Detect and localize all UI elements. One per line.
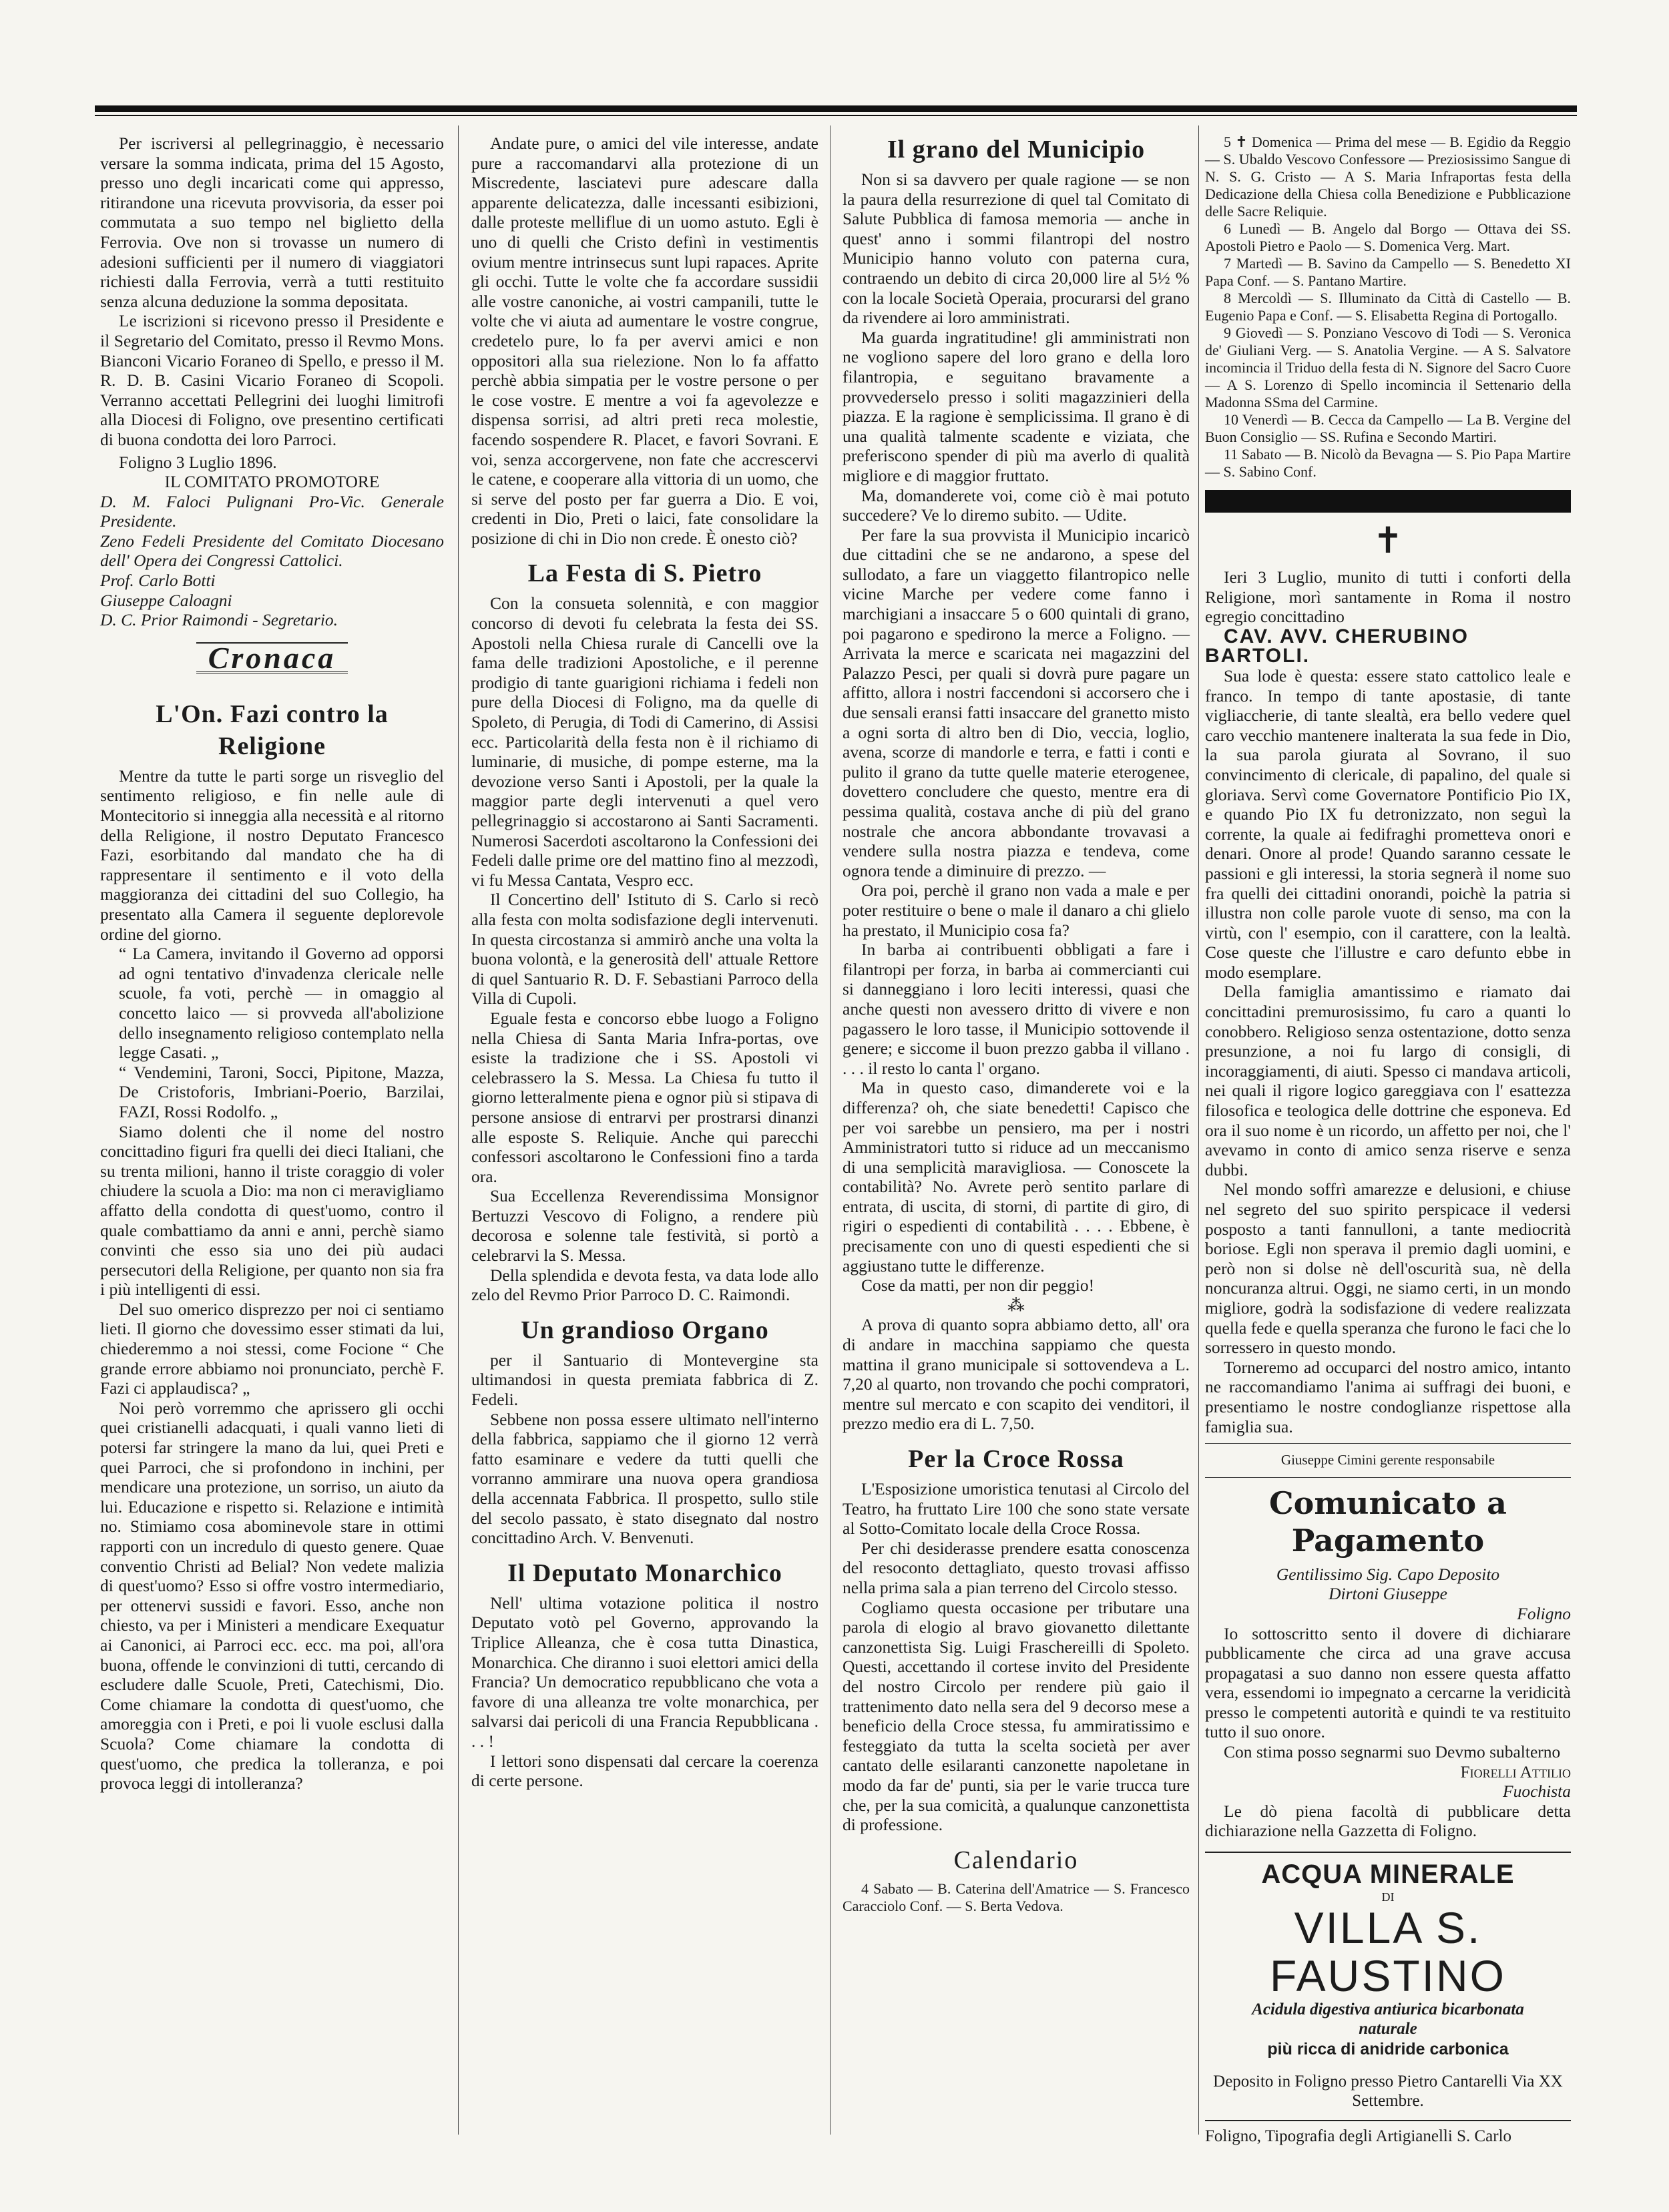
paragraph: Ieri 3 Luglio, munito di tutti i conforti della Religione, morì santamente in Roma il nostro egregio concittadino bbox=[1205, 567, 1571, 627]
signature: Fiorelli Attilio bbox=[1460, 1761, 1571, 1781]
signatory: Giuseppe Caloagni bbox=[100, 590, 232, 610]
paragraph: Andate pure, o amici del vile interesse, andate pure a raccomandarvi alla protezione di un Miscredente, lasciatevi pure adescare dalla apparente delicatezza, dalle incessanti esibizioni, dalle proteste melliflue di un uomo astuto. Egli è uno di quelli che Cristo definì in vestimentis ovium mentre intrinsecus sunt lupi rapaces. Aprite gli occhi. Tutte le volte che fa accordare sussidii alle vostre canoniche, ai vostri campanili, tutte le volte che vi aiuta ad aumentare le vostre congrue, credetelo pure, lo fa per avervi amici e non oppositori alla sua rielezione. Non lo fa affatto perchè abbia simpatia per le vostre persone o per le cose vostre. E mentre a voi fa agevolezze e dispensa sorrisi, ad altri preti reca molestie, facendo sospendere R. Placet, e favori Sovrani. E voi, senza accorgervene, non fate che accrescervi le catene, e cooperare alla vittoria di un uomo, che si serve del posto per far guerra a Dio. E voi, credenti in Dio, Preti o laici, fate consolidare la posizione di chi in Dio non crede. È onesto ciò? bbox=[471, 133, 818, 548]
ad-tagline-2: naturale bbox=[1359, 2020, 1417, 2038]
calendar-entry: 5 ✝ Domenica — Prima del mese — B. Egidio da Reggio — S. Ubaldo Vescovo Confessore — Preziosissimo Sangue di N. S. G. Cristo — A S. Maria Infraportas festa della Dedicazione della Chiesa colla Benedizione e Pubblicazione delle Sacre Reliquie. bbox=[1205, 133, 1571, 220]
article-title: Il grano del Municipio bbox=[887, 135, 1146, 164]
paragraph: Con stima posso segnarmi suo Devmo subalterno bbox=[1224, 1742, 1561, 1762]
paragraph: Nell' ultima votazione politica il nostro Deputato votò pel Governo, approvando la Triplice Alleanza, che è cosa tutta Dinastica, Monarchica. Che diranno i suoi elettori amici della Francia? Un democratico repubblicano che vota a favore di una alleanza tre volte monarchica, per salvarsi dai pericoli di una Francia Repubblicana . . . ! bbox=[471, 1593, 818, 1751]
responsible-manager: Giuseppe Cimini gerente responsabile bbox=[1280, 1452, 1495, 1468]
paragraph: Mentre da tutte le parti sorge un risveglio del sentimento religioso, e fin nelle aule di Montecitorio si inneggia alla necessità e al ritorno della Religione, il nostro Deputato Francesco Fazi, esorbitando dal mandato che ha di rappresentare il sentimento e il voto della maggioranza dei cittadini del suo Collegio, ha presentato alla Camera il seguente deplorevole ordine del giorno. bbox=[100, 766, 444, 944]
paragraph: Eguale festa e concorso ebbe luogo a Foligno nella Chiesa di Santa Maria Infra-portas, ove esiste la tradizione che i SS. Apostoli vi celebrassero la S. Messa. La Chiesa fu tutto il giorno letteralmente piena e ognor più si stipava di persone ansiose di entrarvi per prostrarsi dinanzi alle esposte S. Reliquie. Anche qui parecchi confessori ascoltarono le Confessioni fino a tarda ora. bbox=[471, 1008, 818, 1186]
addressee-city: Foligno bbox=[1517, 1603, 1571, 1623]
ad-brand: VILLA S. FAUSTINO bbox=[1269, 1903, 1507, 2001]
column-4 bbox=[1205, 133, 1571, 2147]
column-2 bbox=[471, 133, 818, 1791]
paragraph: L'Esposizione umoristica tenutasi al Circolo del Teatro, ha fruttato Lire 100 che sono state versate al Sotto-Comitato locale della Croce Rossa. bbox=[843, 1479, 1190, 1539]
calendar-entry: 9 Giovedì — S. Ponziano Vescovo di Todi — S. Veronica de' Giuliani Verg. — S. Anatolia Vergine. — A S. Salvatore incomincia il Triduo della festa di N. Signore del Sacro Cuore — A S. Lorenzo di Spello incomincia il Settenario della Madonna SSma del Carmine. bbox=[1205, 324, 1571, 410]
paragraph: In barba ai contribuenti obbligati a fare i filantropi per forza, in barba ai commercianti cui si danneggiano i loro leciti interessi, quasi che anche questi non avessero dritto di vivere e non pagassero le loro tasse, il Municipio sottovende il genere; e siccome il buon prezzo gabba il villano . . . . il resto lo canta l' organo. bbox=[843, 940, 1190, 1078]
paragraph: A prova di quanto sopra abbiamo detto, all' ora di andare in macchina sappiamo che questa mattina il grano municipale si sottovendeva a L. 7,20 al quarto, non trovando che pochi compratori, mentre sul mercato e con scapito dei venditori, il prezzo medio era di L. 7,50. bbox=[843, 1315, 1190, 1434]
paragraph: Cose da matti, per non dir peggio! bbox=[861, 1276, 1095, 1296]
paragraph: Io sottoscritto sento il dovere di dichiarare pubblicamente che circa ad una grave accusa propagatasi a suo danno non essere questa affatto vera, essendomi io impegnato a cercarne la veridicità presso le competenti autorità e quindi te va restituito tutto il suo onore. bbox=[1205, 1623, 1571, 1742]
masthead-rule-thin bbox=[95, 115, 1577, 116]
calendar-entry: 10 Venerdì — B. Cecca da Campello — La B. Vergine del Buon Consiglio — SS. Rufina e Secondo Martiri. bbox=[1205, 411, 1571, 445]
calendar-entry: 11 Sabato — B. Nicolò da Bevagna — S. Pio Papa Martire — S. Sabino Conf. bbox=[1205, 446, 1571, 480]
paragraph: Ma, domanderete voi, come ciò è mai potuto succedere? Ve lo diremo subito. — Udite. bbox=[843, 485, 1190, 525]
column-divider bbox=[1198, 125, 1199, 2135]
paragraph: Nel mondo soffrì amarezze e delusioni, e chiuse nel segreto del suo spirito perspicace il vedersi posposto a tanti fannulloni, a tante mediocrità boriose. Egli non sperava il premio dagli uomini, e però non si dolse nè dell'oscurità sua, nè della noncuranza altrui. Oggi, ne siamo certi, in un mondo migliore, godrà la sodisfazione di vedere realizzata quella fede e quella speranza che furono le faci che lo sorressero in questo mondo. bbox=[1205, 1179, 1571, 1358]
paragraph: Non si sa davvero per quale ragione — se non la paura della resurrezione di quel tal Comitato di Salute Pubblica di famosa memoria — anche in quest' anno i sommi filantropi del nostro Municipio hanno voluto con paterna cura, contraendo un debito di circa 20,000 lire al 5½ % con la locale Società Operaia, procurarsi del grano da rivendere ai loro amministrati. bbox=[843, 170, 1190, 328]
article-title: Il Deputato Monarchico bbox=[507, 1559, 782, 1587]
asterism: ⁂ bbox=[1007, 1295, 1025, 1315]
signatory: D. C. Prior Raimondi - Segretario. bbox=[100, 610, 338, 630]
divider bbox=[1205, 1443, 1571, 1444]
column-3 bbox=[843, 133, 1190, 1915]
paragraph: Ora poi, perchè il grano non vada a male e per poter restituire o bene o male il danaro a chi glielo ha prestato, il Municipio cosa fa? bbox=[843, 880, 1190, 940]
quoted-motion: “ La Camera, invitando il Governo ad opporsi ad ogni tentativo d'invadenza clericale nelle scuole, fa voti, perchè — in omaggio al concetto laico — si provveda all'abolizione dello insegnamento religioso contemplato nella legge Casati. „ bbox=[119, 944, 444, 1063]
mourning-band bbox=[1205, 490, 1571, 513]
calendar-entry: 8 Mercoldì — S. Illuminato da Città di Castello — B. Eugenio Papa e Conf. — S. Elisabetta Regina di Portogallo. bbox=[1205, 290, 1571, 324]
ad-deposit: Deposito in Foligno presso Pietro Cantarelli Via XX Settembre. bbox=[1213, 2072, 1563, 2111]
article-title: Un grandioso Organo bbox=[521, 1316, 769, 1344]
paragraph: Torneremo ad occuparci del nostro amico, intanto ne raccomandiamo l'anima ai suffragi dei buoni, e presentiamo le nostre condoglianze rispettose alla famiglia sua. bbox=[1205, 1357, 1571, 1436]
divider bbox=[1205, 1477, 1571, 1478]
paragraph: Della famiglia amantissimo e riamato dai concittadini premurosissimo, fu caro a quanti lo conobbero. Religioso senza ostentazione, dotto senza presunzione, a noi fu largo di consigli, di incoraggiamenti, di aiuti. Spesso ci mandava articoli, nei quali il rigore logico gareggiava con l' esattezza filosofica e teologica delle dottrine che esponeva. Ed ora il suo nome è un ricordo, un affetto per noi, che l' avevamo in conto di amico senza riserve e senza dubbi. bbox=[1205, 982, 1571, 1179]
column-divider bbox=[458, 125, 459, 2135]
signatory: Prof. Carlo Botti bbox=[100, 571, 216, 591]
article-title: Per la Croce Rossa bbox=[908, 1445, 1124, 1473]
paragraph: Le dò piena facoltà di pubblicare detta dichiarazione nella Gazzetta di Foligno. bbox=[1205, 1801, 1571, 1841]
paragraph: Della splendida e devota festa, va data lode allo zelo del Revmo Prior Parroco D. C. Raimondi. bbox=[471, 1265, 818, 1305]
addressee: Gentilissimo Sig. Capo Deposito bbox=[1276, 1564, 1500, 1584]
committee-heading: IL COMITATO PROMOTORE bbox=[164, 472, 380, 492]
paragraph: Per chi desiderasse prendere esatta conoscenza del resoconto dettagliato, questo trovasi affisso nella prima sala a pian terreno del Circolo stesso. bbox=[843, 1538, 1190, 1597]
paragraph: Il Concertino dell' Istituto di S. Carlo si recò alla festa con molta sodisfazione degli intervenuti. In questa circostanza si ammirò anche una volta la buona volontà, e la generosità dell' attuale Rettore di quel Santuario R. D. F. Sebastiani Parroco della Villa di Cupoli. bbox=[471, 890, 818, 1009]
paragraph: per il Santuario di Montevergine sta ultimandosi in questa premiata fabbrica di Z. Fedeli. bbox=[471, 1350, 818, 1410]
comunicato-title: Comunicato a Pagamento bbox=[1269, 1484, 1507, 1559]
dateline: Foligno 3 Luglio 1896. bbox=[119, 452, 277, 472]
paragraph: Per fare la sua provvista il Municipio incaricò due cittadini che se ne andarono, a spese del sullodato, a fare un viaggetto filantropico nelle vicine Marche per vedere come fanno i marchigiani a insaccare 5 o 600 quintali di grano, poi pagarono e spedirono la merce a Foligno. — Arrivata la merce e scaricata nei magazzini del Palazzo Pesci, per quali si dovrà pure pagare un affitto, allora i nostri faccendoni si accorsero che i due sensali eransi fatti insaccare del granetto misto a ogni sorta di altro ben di Dio, veccia, loglio, avena, scorze di mandorle e terra, e fatti i conti e pulito il grano da tutte quelle materie eterogenee, dovettero concludere che questo, mentre era di pessima qualità, costava anche di più del grano nostrale che ancora abbondante trovavasi a vendere sulla nostra piazza e tendeva, come ognora tende a diminuire di prezzo. — bbox=[843, 525, 1190, 880]
paragraph: Con la consueta solennità, e con maggior concorso di devoti fu celebrata la festa dei SS. Apostoli nella Chiesa rurale di Cancelli ove la fama delle tradizioni Apostoliche, e il perenne prodigio di tante guarigioni richiama i fedeli non pure della Diocesi di Foligno, ma da quelle di Spoleto, di Perugia, di Todi di Camerino, di Assisi ecc. Particolarità della festa non è il richiamo di luminarie, di musiche, di pompe esterne, ma la devozione verso Santi i Apostoli, per la quale la maggior parte degli intervenuti a quel vero pellegrinaggio si accostarono ai Santi Sacramenti. Numerosi Sacerdoti ascoltarono la Confessioni dei Fedeli dalle prime ore del mattino fino al mezzodì, vi fu Messa Cantata, Vespro ecc. bbox=[471, 593, 818, 890]
paragraph: Cogliamo questa occasione per tributare una parola di elogio al bravo giovanetto dilettante canzonettista Sig. Luigi Fraschereilli di Spoleto. Questi, accettando il cortese invito del Presidente del nostro Circolo per rendere più gaio il trattenimento dato nella sera del 9 decorso mese a beneficio della Croce stessa, fu ammiratissimo e festeggiato da tutta la scelta società per aver cantato delle esilaranti canzonette napoletane in modo da far de' punti, sia per le varie trucca ture che, per la sua comicità, a qualunque canzonettista di professione. bbox=[843, 1597, 1190, 1835]
signatory: D. M. Faloci Pulignani Pro-Vic. Generale Presidente. bbox=[100, 491, 444, 531]
ad-tagline: Acidula digestiva antiurica bicarbonata bbox=[1252, 2000, 1524, 2019]
advertisement bbox=[1205, 1852, 1571, 2111]
article-title: La Festa di S. Pietro bbox=[527, 559, 762, 588]
calendar-entry: 4 Sabato — B. Caterina dell'Amatrice — S. Francesco Caracciolo Conf. — S. Berta Vedova. bbox=[843, 1880, 1190, 1914]
cronaca-banner bbox=[100, 642, 444, 689]
signatory: Zeno Fedeli Presidente del Comitato Diocesano dell' Opera dei Congressi Cattolici. bbox=[100, 531, 444, 571]
printer-footer: Foligno, Tipografia degli Artigianelli S. Carlo bbox=[1205, 2120, 1571, 2147]
calendar-title: Calendario bbox=[953, 1846, 1079, 1874]
paragraph: Siamo dolenti che il nome del nostro concittadino figuri fra quelli dei dieci Italiani, che su trenta milioni, hanno il triste coraggio di voler chiudere la scuola a Dio: ma non ci meravigliamo affatto della condotta di quest'uomo, contro il quale combattiamo da anni e anni, perchè siamo convinti che esso sia uno dei più audaci persecutori della Religione, per quanto non sia fra i più intelligenti di essi. bbox=[100, 1121, 444, 1300]
ad-connector: DI bbox=[1381, 1890, 1395, 1904]
paragraph: Ma guarda ingratitudine! gli amministrati non ne vogliono sapere del loro grano e della loro filantropia, e seguitano bravamente a provvederselo presso i soliti magazzinieri della piazza. E la ragione è semplicissima. Il grano è di una qualità talmente scadente e viziata, che preferiscono spender di più ma averlo di qualità migliore e di maggior fruttato. bbox=[843, 327, 1190, 485]
deceased-name: CAV. AVV. CHERUBINO BARTOLI. bbox=[1205, 625, 1469, 667]
signature-role: Fuochista bbox=[1503, 1781, 1571, 1802]
paragraph: Noi però vorremmo che aprissero gli occhi quei cristianelli adacquati, i quali vanno lieti di potersi far stringere la mano da lui, quei Preti e quei Parroci, che si profondono in inchini, per mendicare una protezione, un sorriso, un aiuto da lui. Educazione e rispetto si. Relazione e intimità no. Stimiamo cosa abominevole stare in ottimi rapporti con un incredulo di questo genere. Quae conventio Christi ad Belial? Non vedete malizia di quest'uomo? Esso si offre vostro intermediario, per ottenervi sussidi e favori. Esso, anche non chiesto, va per i Ministeri a mendicare Exequatur ai Canonici, ai Parroci ecc. ecc. ma poi, all'ora buona, offende le convinzioni di tutti, cercando di escludere dalle Scuole, Preti, Catechismi, Dio. Come chiamare la condotta di quest'uomo, che amoreggia con i Preti, e poi li vuole esclusi dalla Scuola? Come chiamare la condotta di quest'uomo, che predica la tolleranza, e poi provoca leggi di intolleranza? bbox=[100, 1398, 444, 1793]
paragraph: Ma in questo caso, dimanderete voi e la differenza? oh, che siate benedetti! Capisco che per voi sarebbe un pensiero, ma per i nostri Amministratori tutto si riduce ad un meccanismo di una semplicità maravigliosa. — Conoscete la contabilità? No. Avrete però sentito parlare di entrata, di uscita, di storni, di partite di giro, di rigiri o espedienti di contabilità . . . . Ebbene, è precisamente con uno di questi espedienti che si aggiustano tutte le differenze. bbox=[843, 1078, 1190, 1276]
cronaca-banner-label: Cronaca bbox=[196, 642, 348, 674]
masthead-rule-thick bbox=[95, 105, 1577, 112]
paragraph: Per iscriversi al pellegrinaggio, è necessario versare la somma indicata, prima del 15 Agosto, presso uno degli incaricati come qui appresso, ritirandone una ricevuta provvisoria, da esser poi commutata a suo tempo nel biglietto della Ferrovia. Ove non si trovasse un numero di adesioni sufficienti per il numero di viaggiatori richiesti dalla Ferrovia, verrà a tutti restituito senza alcuna deduzione la somma depositata. bbox=[100, 133, 444, 311]
paragraph: Sua lode è questa: essere stato cattolico leale e franco. In tempo di tante apostasie, di tante vigliaccherie, di tante slealtà, era bello vedere quel caro vecchio mantenere inalterata la sua fede in Dio, la sua parola giurata al Sovrano, il suo convincimento di clericale, di papalino, del quale si gloriava. Servì come Governatore Pontificio Pio IX, e quando Pio IX fu detronizzato, non seguì la corrente, la quale ai fedifraghi prometteva onori e denari. Onore al prode! Quando saranno cessate le passioni e gli interessi, la storia segnerà il nome suo fra quelli dei cittadini onorandi, poichè la patria si illustra non colle parole vuote di senso, ma con la virtù, con l' esempio, con il carattere, con la lealtà. Cose queste che l'illustre e caro defunto ebbe in modo esemplare. bbox=[1205, 665, 1571, 982]
paragraph: Sua Eccellenza Reverendissima Monsignor Bertuzzi Vescovo di Foligno, a rendere più decorosa e solenne tale festività, si portò a celebrarvi la S. Messa. bbox=[471, 1186, 818, 1266]
paragraph: Del suo omerico disprezzo per noi ci sentiamo lieti. Il giorno che dovessimo esser stimati da lui, chiederemmo a noi stessi, come Focione “ Che grande errore abbiamo noi pronunciato, perchè F. Fazi ci applaudisca? „ bbox=[100, 1299, 444, 1398]
ad-claim: più ricca di anidride carbonica bbox=[1267, 2040, 1509, 2059]
cross-icon: ✝ bbox=[1373, 521, 1403, 561]
paragraph: Le iscrizioni si ricevono presso il Presidente e il Segretario del Comitato, presso il Revmo Mons. Bianconi Vicario Foraneo di Spello, e presso il M. R. D. B. Casini Vicario Foraneo di Scopoli. Verranno accettati Pellegrini dei luoghi limitrofi alla Diocesi di Foligno, ove presentino certificati di buona condotta dei loro Parroci. bbox=[100, 311, 444, 449]
column-1 bbox=[100, 133, 444, 1793]
article-title: L'On. Fazi contro la Religione bbox=[156, 700, 389, 760]
ad-headline: ACQUA MINERALE bbox=[1261, 1860, 1515, 1890]
quoted-signers: “ Vendemini, Taroni, Socci, Pipitone, Mazza, De Cristoforis, Imbriani-Poerio, Barzilai, FAZI, Rossi Rodolfo. „ bbox=[119, 1062, 444, 1121]
addressee-name: Dirtoni Giuseppe bbox=[1329, 1584, 1447, 1604]
paragraph: I lettori sono dispensati dal cercare la coerenza di certe persone. bbox=[471, 1751, 818, 1791]
calendar-entry: 7 Martedì — B. Savino da Campello — S. Benedetto XI Papa Conf. — S. Pantano Martire. bbox=[1205, 255, 1571, 289]
paragraph: Sebbene non possa essere ultimato nell'interno della fabbrica, sappiamo che il giorno 12 verrà fatto esaminare e vedere da tutti quelli che vorranno ammirare una nuova opera grandiosa della accennata Fabbrica. Il prospetto, sullo stile del secolo passato, è stato disegnato dal nostro concittadino Arch. V. Benvenuti. bbox=[471, 1409, 818, 1548]
calendar-entry: 6 Lunedì — B. Angelo dal Borgo — Ottava dei SS. Apostoli Pietro e Paolo — S. Domenica Verg. Mart. bbox=[1205, 220, 1571, 254]
